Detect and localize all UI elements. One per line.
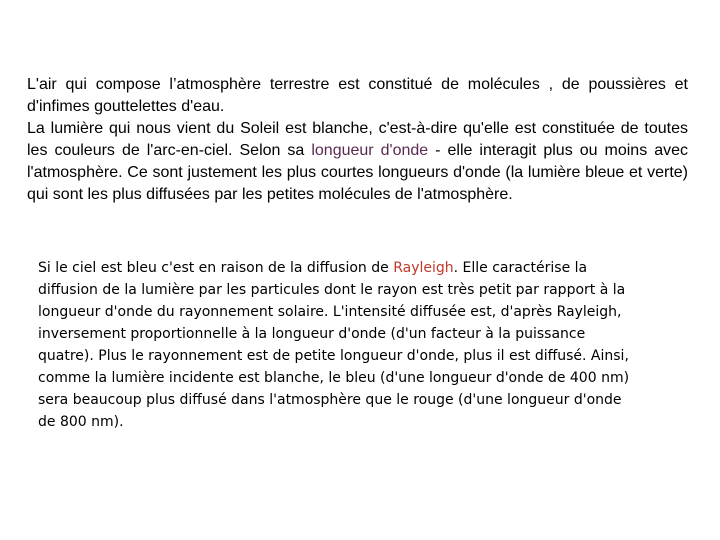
composition-text: L'air qui compose l’atmosphère terrestre est constitué de molécules , de poussières et d'infimes gouttelettes d'eau. (27, 76, 688, 115)
light-text-after: - elle interagit plus ou moins avec l'atmosphère. Ce sont justement les plus courtes longueurs d'onde (la lumière bleue et verte) qui sont les plus diffusées par les petites molécules de l'atmosphère. (27, 142, 689, 203)
intro-line-composition (27, 74, 688, 118)
intro-line-light (27, 118, 688, 206)
rayleigh-text-after: . Elle caractérise la diffusion de la lumière par les particules dont le rayon est très petit par rapport à la longueur d'onde du rayonnement solaire. L'intensité diffusée est, d'après Rayleigh, inversement proportionnelle à la longueur d'onde (d'un facteur à la puissance quatre). Plus le rayonnement est de petite longueur d'onde, plus il est diffusé. Ainsi, comme la lumière incidente est blanche, le bleu (d'une longueur d'onde de 400 nm) sera beaucoup plus diffusé dans l'atmosphère que le rouge (d'une longueur d'onde de 800 nm). (38, 260, 630, 430)
intro-paragraph (27, 74, 688, 206)
rayleigh-paragraph (38, 257, 638, 433)
longueur-onde-link[interactable]: longueur d'onde (311, 142, 429, 159)
rayleigh-text-before: Si le ciel est bleu c'est en raison de la diffusion de (38, 260, 394, 276)
rayleigh-link[interactable]: Rayleigh (393, 260, 454, 276)
light-text-before: La lumière qui nous vient du Soleil est blanche, c'est-à-dire qu'elle est constituée de toutes les couleurs de l'arc-en-ciel. Selon sa (27, 120, 688, 159)
